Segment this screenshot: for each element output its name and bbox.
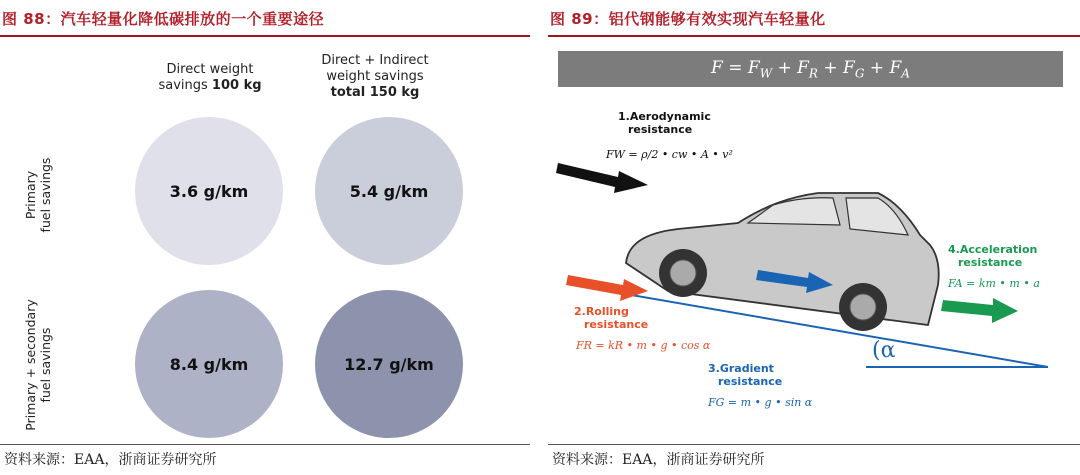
aerodynamic-arrow-icon: [556, 163, 648, 193]
column-header-direct-line2: savings 100 kg: [158, 78, 262, 93]
rolling-arrow-icon: [566, 275, 648, 301]
source-note: 资料来源：EAA，浙商证券研究所: [552, 452, 765, 468]
gradient-equation: FG = m • g • sin α: [708, 396, 813, 409]
title-rule: [0, 35, 530, 37]
figure-89-panel: [548, 0, 1080, 475]
acceleration-arrow-icon: [941, 298, 1018, 323]
source-note: 资料来源：EAA，浙商证券研究所: [4, 452, 217, 468]
acceleration-label: 4.Acceleration resistance: [948, 243, 1038, 269]
savings-circle: 5.4 g/km: [315, 117, 463, 265]
rolling-equation: FR = kR • m • g • cos α: [576, 339, 711, 352]
bottom-rule: [0, 444, 530, 445]
figure-88-title: 图 88：汽车轻量化降低碳排放的一个重要途径: [2, 10, 325, 28]
figure-88-panel: [0, 0, 530, 475]
aerodynamic-equation: FW = ρ/2 • cw • A • v²: [606, 148, 733, 161]
alpha-angle-label: (α: [872, 338, 896, 363]
savings-circle: 8.4 g/km: [135, 290, 283, 438]
column-header-direct: [135, 62, 285, 94]
savings-circle: 3.6 g/km: [135, 117, 283, 265]
bottom-rule: [548, 444, 1080, 445]
gradient-label: 3.Gradient resistance: [708, 362, 783, 388]
column-header-direct-line1: Direct weight: [166, 62, 254, 77]
column-header-total-line2: weight savings: [326, 69, 424, 84]
column-header-total-line1: Direct + Indirect: [321, 53, 429, 68]
savings-circle: 12.7 g/km: [315, 290, 463, 438]
rolling-label: 2.Rolling resistance: [574, 305, 649, 331]
figure-89-title: 图 89：铝代钢能够有效实现汽车轻量化: [550, 10, 826, 28]
acceleration-equation: FA = km • m • a: [948, 277, 1040, 290]
aerodynamic-label: 1.Aerodynamic resistance: [618, 110, 711, 136]
row-label-secondary: Primary + secondary fuel savings: [23, 299, 53, 431]
row-label-primary: Primary fuel savings: [23, 157, 53, 233]
total-force-formula: $F = F_W + F_R + F_G + F_A$: [558, 51, 1063, 87]
title-rule: [548, 35, 1080, 37]
column-header-total: [295, 53, 455, 101]
column-header-total-line3: total 150 kg: [330, 85, 420, 100]
